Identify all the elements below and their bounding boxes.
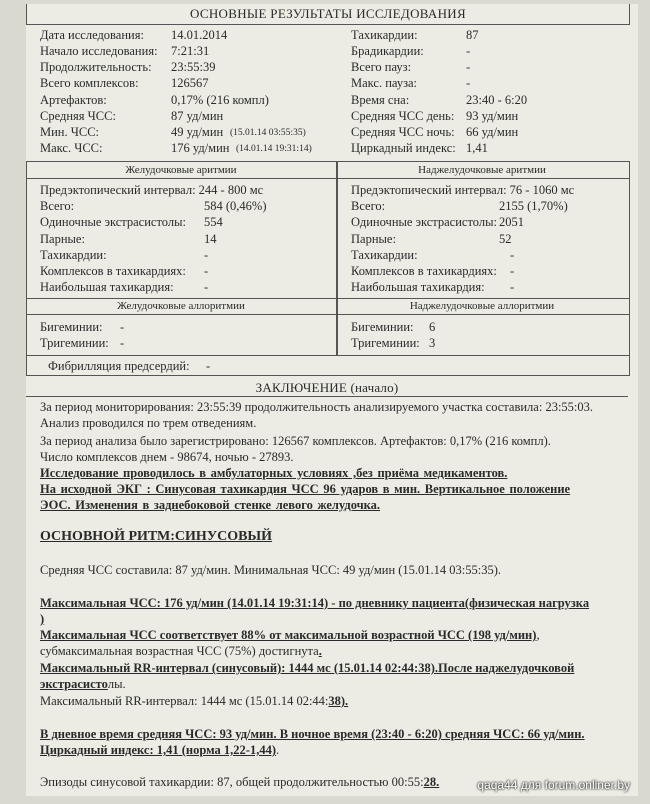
arrhythmia-label: Предэктопический интервал: 76 - 1060 мс	[351, 183, 575, 197]
fibrillation-value: -	[206, 359, 211, 373]
conclusion-line: Анализ проводился по трем отведениям.	[40, 416, 257, 430]
stat-value: 66 уд/мин	[466, 125, 519, 139]
arrhythmia-label: Одиночные экстрасистолы:	[351, 215, 497, 229]
stat-label: Мин. ЧСС:	[40, 125, 100, 139]
conclusion-line-bold: ЭОС. Изменения в заднебоковой стенке левого желудочка.	[40, 498, 381, 512]
conclusion-line: Число комплексов днем - 98674, ночью - 27893.	[40, 450, 294, 464]
allo-label: Бигеминии:	[40, 320, 103, 334]
stat-label: Время сна:	[351, 93, 410, 107]
ventricular-title: Желудочковые аритмии	[125, 164, 237, 176]
stat-label: Продолжительность:	[40, 60, 152, 74]
arrhythmia-label: Одиночные экстрасистолы:	[40, 215, 186, 229]
report-page	[26, 4, 638, 796]
conclusion-line: За период мониторирования: 23:55:39 продолжительность анализируемого участка составила: 23:55:03.	[40, 400, 594, 414]
arrhythmia-label: Наибольшая тахикардия:	[351, 280, 485, 294]
sinus-tachy: Эпизоды синусовой тахикардии: 87, общей продолжительностью 00:55:	[40, 775, 424, 789]
stat-value: -	[466, 60, 471, 74]
conclusion-title: ЗАКЛЮЧЕНИЕ (начало)	[255, 380, 399, 395]
stat-label: Циркадный индекс:	[351, 141, 456, 155]
arrhythmia-value: -	[204, 248, 209, 262]
main-rhythm-heading: ОСНОВНОЙ РИТМ:СИНУСОВЫЙ	[40, 529, 273, 544]
stat-value: 23:55:39	[171, 60, 216, 74]
rr-sinus-tail: экстрасисто	[40, 677, 108, 691]
arrhythmia-label: Предэктопический интервал: 244 - 800 мс	[40, 183, 264, 197]
stat-value: -	[466, 44, 471, 58]
stat-note: (14.01.14 19:31:14)	[236, 144, 312, 154]
stat-label: Артефактов:	[40, 93, 107, 107]
conclusion-line-bold: Исследование проводилось в амбулаторных условиях ,без приёма медикаментов.	[40, 466, 508, 480]
allo-value: 3	[429, 336, 436, 350]
stat-value: -	[466, 76, 471, 90]
supraventricular-title: Наджелудочковые аритмии	[418, 164, 546, 176]
arrhythmia-value: 14	[204, 232, 217, 246]
conclusion-line	[40, 628, 540, 643]
arrhythmia-label: Всего:	[40, 199, 75, 213]
max-hr-percent-tail: ,	[536, 628, 540, 642]
stat-value: 49 уд/мин	[171, 125, 224, 139]
conclusion-divider	[26, 396, 628, 397]
arrhythmia-value: 52	[499, 232, 512, 246]
rr-max: Максимальный RR-интервал: 1444 мс (15.01.14 02:44:	[40, 694, 329, 708]
conclusion-line-bold: )	[40, 612, 45, 626]
stat-value: 7:21:31	[171, 44, 210, 58]
stat-label: Тахикардии:	[351, 28, 418, 42]
arrhythmia-value: 554	[204, 215, 223, 229]
rr-sinus-end: лы.	[107, 677, 126, 691]
arrhythmia-label: Тахикардии:	[40, 248, 107, 262]
stat-value: 23:40 - 6:20	[466, 93, 528, 107]
stat-value: 0,17% (216 компл)	[171, 93, 269, 107]
conclusion-line	[40, 677, 126, 692]
arrhythmia-value: -	[510, 264, 515, 278]
arrhythmia-value: -	[204, 264, 209, 278]
conclusion-line	[40, 694, 348, 709]
arrhythmia-value: 584 (0,46%)	[204, 199, 267, 213]
stat-label: Дата исследования:	[40, 28, 144, 42]
arrhythmia-label: Тахикардии:	[351, 248, 418, 262]
stat-label: Средняя ЧСС день:	[351, 109, 455, 123]
arrhythmia-value: -	[510, 280, 515, 294]
allo-label: Тригеминии:	[40, 336, 109, 350]
stat-value: 93 уд/мин	[466, 109, 519, 123]
conclusion-line	[40, 743, 279, 758]
arrhythmia-value: 2051	[499, 215, 524, 229]
conclusion-line-bold: Максимальная ЧСС: 176 уд/мин (14.01.14 19:31:14) - по дневнику пациента(физическая нагрузка	[40, 596, 590, 610]
arrhythmia-label: Парные:	[40, 232, 85, 246]
stat-label: Всего комплексов:	[40, 76, 139, 90]
conclusion-line	[40, 644, 322, 659]
stat-label: Брадикардии:	[351, 44, 424, 58]
stat-label: Всего пауз:	[351, 60, 412, 74]
stat-note: (15.01.14 03:55:35)	[230, 128, 306, 138]
arrhythmia-value: 2155 (1,70%)	[499, 199, 568, 213]
stat-value: 87	[466, 28, 479, 42]
arrhythmia-label: Парные:	[351, 232, 396, 246]
allo-sv-title: Наджелудочковые аллоритмии	[409, 300, 555, 312]
circadian-index: Циркадный индекс: 1,41 (норма 1,22-1,44)	[40, 743, 277, 757]
submax-hr-tail: .	[318, 644, 322, 658]
arrhythmia-value: -	[204, 280, 209, 294]
allo-value: 6	[429, 320, 436, 334]
stat-label: Средняя ЧСС:	[40, 109, 116, 123]
watermark: qaqa44 для forum.onliner.by	[477, 778, 630, 792]
stat-label: Средняя ЧСС ночь:	[351, 125, 455, 139]
conclusion-line-bold: На исходной ЭКГ : Синусовая тахикардия ЧСС 96 ударов в мин. Вертикальное положение	[40, 482, 571, 496]
submax-hr: субмаксимальная возрастная ЧСС (75%) достигнута	[40, 644, 319, 658]
page-title: ОСНОВНЫЕ РЕЗУЛЬТАТЫ ИССЛЕДОВАНИЯ	[26, 4, 630, 25]
rr-max-tail: 38).	[328, 694, 349, 708]
circadian-index-tail: .	[276, 743, 280, 757]
stat-label: Начало исследования:	[40, 44, 158, 58]
conclusion-line-bold: В дневное время средняя ЧСС: 93 уд/мин. В ночное время (23:40 - 6:20) средняя ЧСС: 66 уд/мин.	[40, 727, 585, 741]
allo-value: -	[120, 320, 125, 334]
stat-value: 1,41	[466, 141, 488, 155]
conclusion-line: Средняя ЧСС составила: 87 уд/мин. Минимальная ЧСС: 49 уд/мин (15.01.14 03:55:35).	[40, 563, 502, 577]
stat-value: 14.01.2014	[171, 28, 228, 42]
conclusion-line	[40, 775, 439, 790]
allo-label: Бигеминии:	[351, 320, 414, 334]
arrhythmia-value: -	[510, 248, 515, 262]
stat-value: 87 уд/мин	[171, 109, 224, 123]
allo-value: -	[120, 336, 125, 350]
stat-label: Макс. ЧСС:	[40, 141, 103, 155]
arrhythmia-label: Всего:	[351, 199, 386, 213]
fibrillation-label: Фибрилляция предсердий:	[48, 359, 190, 373]
conclusion-line-bold: Максимальный RR-интервал (синусовый): 1444 мс (15.01.14 02:44:38).После наджелудочковой	[40, 661, 575, 675]
allo-label: Тригеминии:	[351, 336, 420, 350]
conclusion-line: За период анализа было зарегистрировано: 126567 комплексов. Артефактов: 0,17% (216 компл).	[40, 434, 551, 448]
arrhythmia-label: Комплексов в тахикардиях:	[40, 264, 186, 278]
stat-value: 176 уд/мин	[171, 141, 230, 155]
arrhythmia-label: Комплексов в тахикардиях:	[351, 264, 497, 278]
stat-value: 126567	[171, 76, 209, 90]
arrhythmia-label: Наибольшая тахикардия:	[40, 280, 174, 294]
stat-label: Макс. пауза:	[351, 76, 418, 90]
allo-v-title: Желудочковые аллоритмии	[117, 300, 245, 312]
max-hr-percent: Максимальная ЧСС соответствует 88% от максимальной возрастной ЧСС (198 уд/мин)	[40, 628, 537, 642]
sinus-tachy-tail: 28.	[423, 775, 440, 789]
